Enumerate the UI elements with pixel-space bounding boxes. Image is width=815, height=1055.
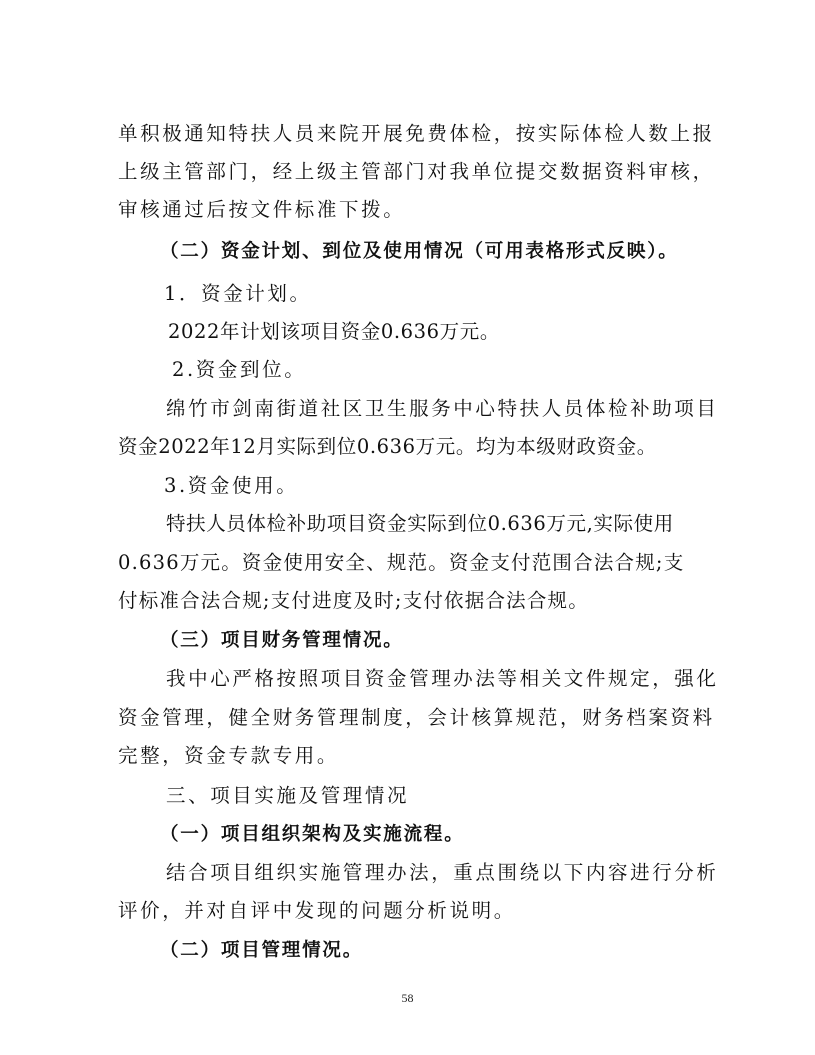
section-heading-funding: （二）资金计划、到位及使用情况（可用表格形式反映）。 — [160, 241, 679, 262]
paragraph-line: 我中心严格按照项目资金管理办法等相关文件规定，强化 — [166, 667, 719, 690]
subheading-fund-use: 3.资金使用。 — [164, 474, 299, 497]
paragraph-line: 绵竹市剑南街道社区卫生服务中心特扶人员体检补助项目 — [166, 397, 719, 420]
paragraph-line: 完整，资金专款专用。 — [118, 744, 340, 767]
paragraph-line: 付标准合法合规;支付进度及时;支付依据合法合规。 — [118, 589, 589, 612]
paragraph-line: 特扶人员体检补助项目资金实际到位0.636万元,实际使用 — [166, 512, 674, 535]
paragraph-line: 资金管理，健全财务管理制度，会计核算规范，财务档案资料 — [118, 706, 715, 729]
paragraph-line: 上级主管部门，经上级主管部门对我单位提交数据资料审核， — [118, 160, 715, 183]
paragraph-line: 单积极通知特扶人员来院开展免费体检，按实际体检人数上报 — [118, 122, 715, 145]
chapter-heading-implementation: 三、项目实施及管理情况 — [166, 784, 410, 807]
paragraph-line: 2022年计划该项目资金0.636万元。 — [168, 320, 500, 343]
section-heading-finance: （三）项目财务管理情况。 — [160, 630, 404, 651]
subheading-fund-arrival: 2.资金到位。 — [172, 358, 307, 381]
section-heading-management: （二）项目管理情况。 — [160, 940, 364, 961]
subheading-fund-plan: 1．资金计划。 — [164, 282, 312, 305]
paragraph-line: 评价，并对自评中发现的问题分析说明。 — [118, 899, 516, 922]
paragraph-line: 结合项目组织实施管理办法，重点围绕以下内容进行分析 — [166, 861, 719, 884]
section-heading-organization: （一）项目组织架构及实施流程。 — [160, 824, 465, 845]
page-number: 58 — [401, 991, 414, 1005]
paragraph-line: 资金2022年12月实际到位0.636万元。均为本级财政资金。 — [118, 435, 657, 458]
paragraph-line: 审核通过后按文件标准下拨。 — [118, 198, 406, 221]
paragraph-line: 0.636万元。资金使用安全、规范。资金支付范围合法合规;支 — [118, 551, 685, 574]
